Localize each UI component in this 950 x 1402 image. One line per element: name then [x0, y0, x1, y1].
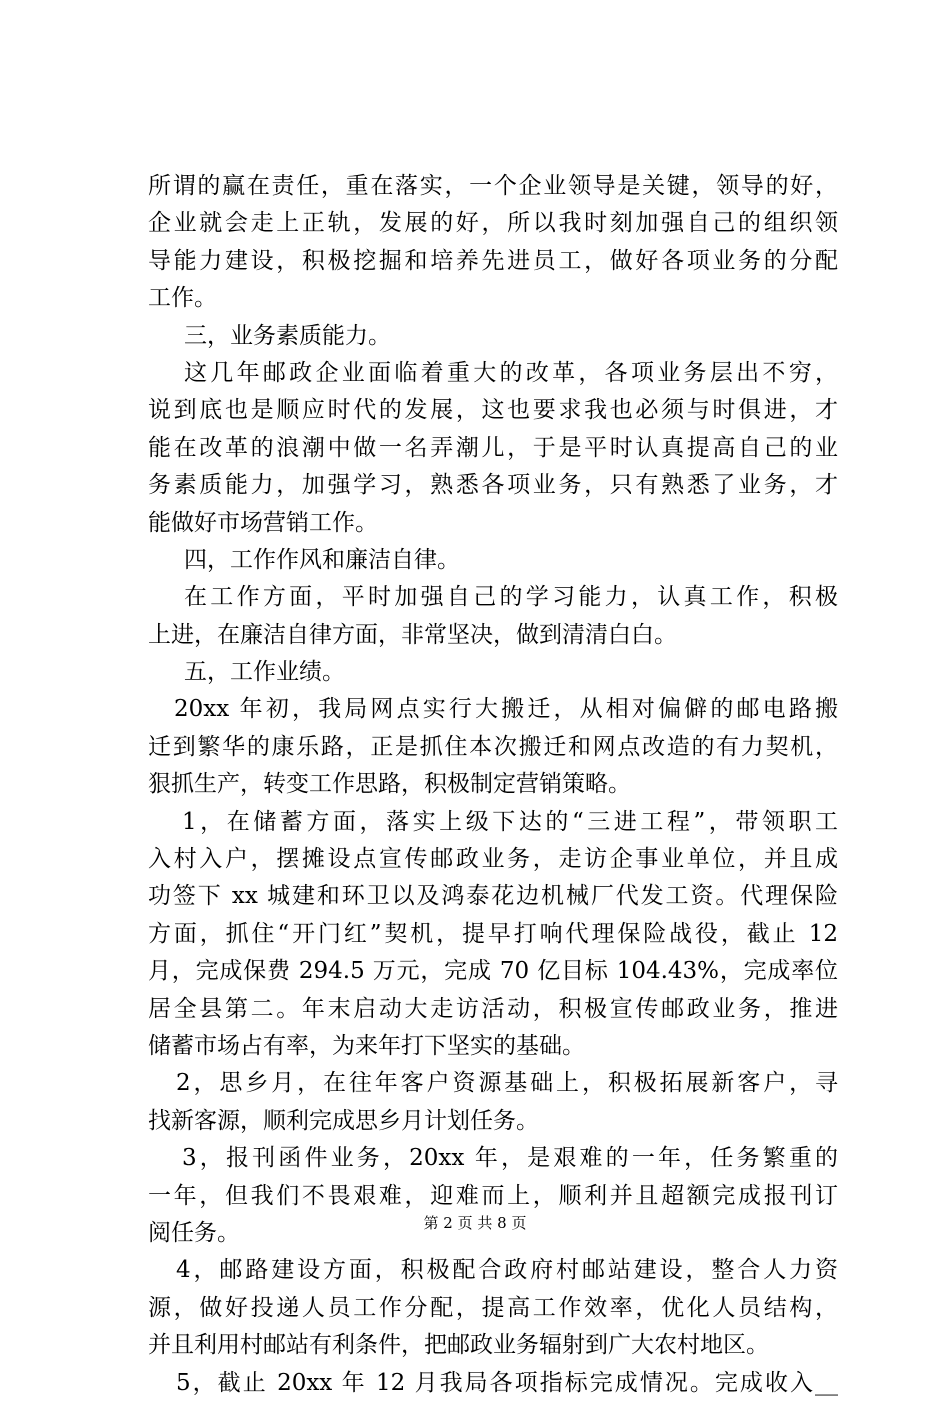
text-line: 2，思乡月，在往年客户资源基础上，积极拓展新客户，寻 [176, 1070, 838, 1097]
text-line: 说到底也是顺应时代的发展，这也要求我也必须与时俱进，才 [148, 397, 838, 424]
text-line: 5，截止 20xx 年 12 月我局各项指标完成情况。完成收入__ [176, 1369, 838, 1396]
text-line: 导能力建设，积极挖掘和培养先进员工，做好各项业务的分配 [148, 247, 838, 274]
text-line: 一年，但我们不畏艰难，迎难而上，顺利并且超额完成报刊订 [148, 1182, 838, 1209]
text-line: 务素质能力，加强学习，熟悉各项业务，只有熟悉了业务，才 [148, 472, 838, 499]
text-line: 狠抓生产，转变工作思路，积极制定营销策略。 [148, 771, 631, 798]
text-line: 能做好市场营销工作。 [148, 509, 378, 536]
text-line: 找新客源，顺利完成思乡月计划任务。 [148, 1107, 539, 1134]
text-line: 源，做好投递人员工作分配，提高工作效率，优化人员结构， [148, 1294, 838, 1321]
text-line: 三，业务素质能力。 [184, 322, 391, 349]
text-line: 企业就会走上正轨，发展的好，所以我时刻加强自己的组织领 [148, 210, 838, 237]
text-line: 工作。 [148, 285, 217, 312]
text-line: 所谓的赢在责任，重在落实，一个企业领导是关键，领导的好， [148, 173, 838, 199]
text-line: 能在改革的浪潮中做一名弄潮儿，于是平时认真提高自己的业 [148, 434, 838, 461]
text-line: 3，报刊函件业务，20xx 年，是艰难的一年，任务繁重的 [182, 1145, 838, 1172]
text-line: 迁到繁华的康乐路，正是抓住本次搬迁和网点改造的有力契机， [148, 733, 838, 760]
text-line: 储蓄市场占有率，为来年打下坚实的基础。 [148, 1032, 585, 1059]
text-line: 五，工作业绩。 [184, 659, 345, 686]
text-line: 入村入户，摆摊设点宣传邮政业务，走访企事业单位，并且成 [148, 846, 838, 873]
text-line: 上进，在廉洁自律方面，非常坚决，做到清清白白。 [148, 621, 677, 648]
text-line: 功签下 xx 城建和环卫以及鸿泰花边机械厂代发工资。代理保险 [148, 883, 838, 910]
text-line: 四，工作作风和廉洁自律。 [184, 546, 460, 573]
text-line: 这几年邮政企业面临着重大的改革，各项业务层出不穷， [184, 359, 838, 386]
text-line: 阅任务。 [148, 1219, 240, 1246]
text-line: 在工作方面，平时加强自己的学习能力，认真工作，积极 [184, 584, 838, 611]
text-line: 居全县第二。年末启动大走访活动，积极宣传邮政业务，推进 [148, 995, 838, 1022]
text-line: 20xx 年初，我局网点实行大搬迁，从相对偏僻的邮电路搬 [174, 696, 838, 723]
page-footer: 第 2 页 共 8 页 [423, 1214, 527, 1232]
text-line: 方面，抓住“开门红”契机，提早打响代理保险战役，截止 12 [148, 920, 838, 947]
text-line: 1，在储蓄方面，落实上级下达的“三进工程”，带领职工 [182, 808, 838, 835]
text-line: 4，邮路建设方面，积极配合政府村邮站建设，整合人力资 [176, 1257, 838, 1284]
text-line: 并且利用村邮站有利条件，把邮政业务辐射到广大农村地区。 [148, 1332, 769, 1359]
text-line: 月，完成保费 294.5 万元，完成 70 亿目标 104.43%，完成率位 [148, 958, 838, 985]
